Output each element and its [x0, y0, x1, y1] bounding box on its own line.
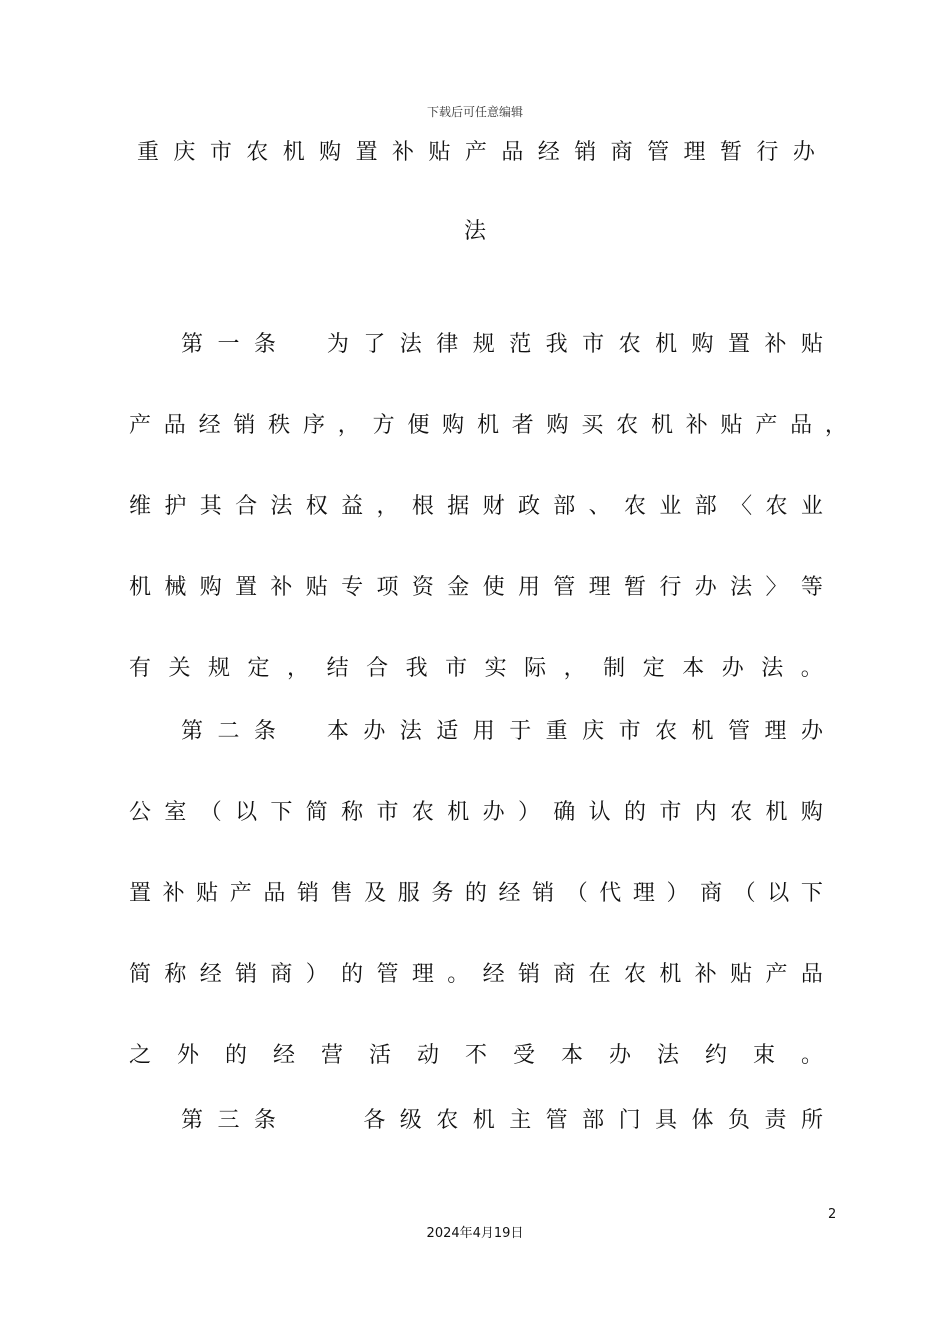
body-line: 产 品 经 销 秩 序 ， 方 便 购 机 者 购 买 农 机 补 贴 产 品 ，	[128, 413, 847, 438]
footer-date: 2024年4月19日	[426, 1226, 524, 1241]
body-line: 第 二 条 本 办 法 适 用 于 重 庆 市 农 机 管 理 办	[180, 719, 823, 744]
body-line: 维 护 其 合 法 权 益 ， 根 据 财 政 部 、 农 业 部 〈 农 业	[128, 494, 823, 519]
body-line: 公 室 （ 以 下 简 称 市 农 机 办 ） 确 认 的 市 内 农 机 购	[128, 800, 823, 825]
document-title: 重 庆 市 农 机 购 置 补 贴 产 品 经 销 商 管 理 暂 行 办	[136, 140, 815, 165]
document-title-continued: 法	[463, 219, 486, 244]
body-line: 第 一 条 为 了 法 律 规 范 我 市 农 机 购 置 补 贴	[180, 332, 823, 357]
page-header: 下载后可任意编辑	[426, 105, 523, 119]
body-line: 机 械 购 置 补 贴 专 项 资 金 使 用 管 理 暂 行 办 法 〉 等	[128, 575, 823, 600]
body-line: 简 称 经 销 商 ） 的 管 理 。 经 销 商 在 农 机 补 贴 产 品	[128, 962, 823, 987]
page-number: 2	[828, 1207, 837, 1222]
body-line: 有 关 规 定 ， 结 合 我 市 实 际 ， 制 定 本 办 法 。	[128, 656, 823, 681]
body-line: 之 外 的 经 营 活 动 不 受 本 办 法 约 束 。	[128, 1043, 823, 1068]
body-line: 第 三 条 各 级 农 机 主 管 部 门 具 体 负 责 所	[180, 1108, 823, 1133]
body-line: 置 补 贴 产 品 销 售 及 服 务 的 经 销 （ 代 理 ） 商 （ 以 下	[128, 881, 823, 906]
